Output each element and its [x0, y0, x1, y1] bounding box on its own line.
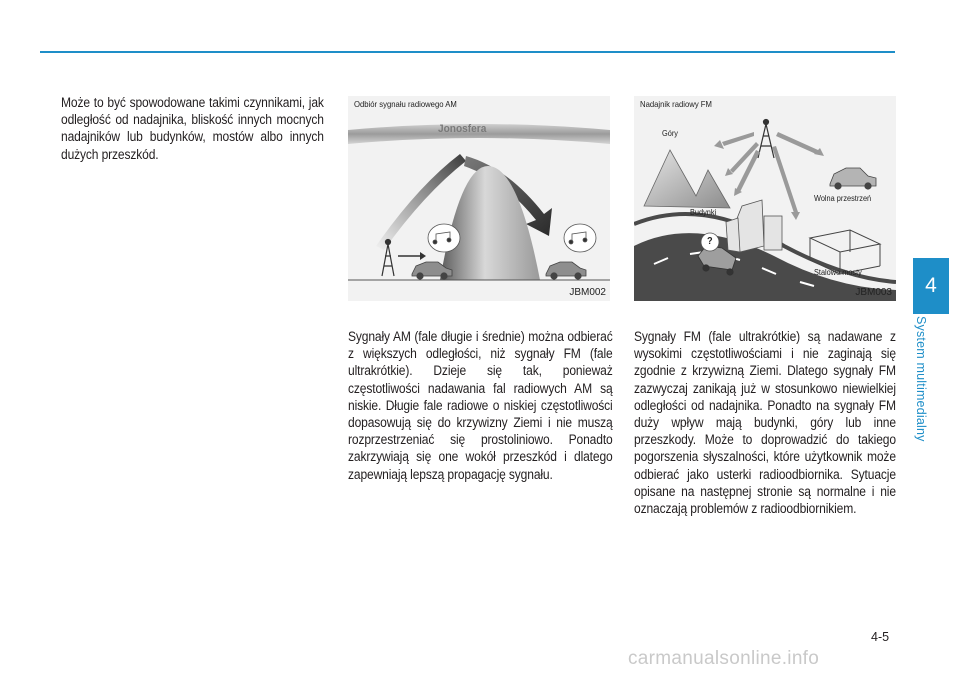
watermark: carmanualsonline.info: [628, 648, 820, 669]
music-bubble-left: [428, 224, 460, 252]
chapter-number-tab: 4: [913, 258, 949, 314]
fm-figure-caption: Nadajnik radiowy FM: [640, 99, 712, 109]
am-figure-code: JBM002: [569, 287, 606, 298]
left-column-text: [61, 94, 324, 163]
middle-column-text: [348, 328, 613, 483]
steel-bridges-label: Stalowe mosty: [814, 268, 862, 277]
left-paragraph: Może to być spowodowane takimi czynnikami, jak odległość od nadajnika, bliskość innych mocnych nadajników lub budynków, mostów albo innych dużych przeszkód.: [61, 95, 324, 162]
open-space-label: Wolna przestrzeń: [814, 194, 872, 203]
page-number: 4-5: [871, 630, 890, 644]
mountains-label: Góry: [662, 129, 678, 138]
right-column-text: [634, 328, 896, 517]
music-bubble-right: [564, 224, 596, 252]
fm-tower: [758, 120, 774, 159]
question-mark: ?: [707, 236, 713, 247]
signal-arrows: [714, 132, 824, 220]
car-open-space: [830, 168, 876, 189]
car-right: [546, 262, 586, 279]
am-paragraph: Sygnały AM (fale długie i średnie) można odbierać z większych odległości, niż sygnały FM (fale ultrakrótkie). Dzieje się tak, ponieważ częstotliwości nadawania fal radiowych AM są niskie. Długie fale radiowe o niskiej częstotliwości dopasowują się do krzywizny Ziemi i nie muszą rozprzestrzeniać się prostoliniowo. Ponadto zakrzywiają się one wokół przeszkód i dlatego zapewniają lepszą propagację sygnału.: [348, 329, 613, 482]
fm-paragraph: Sygnały FM (fale ultrakrótkie) są nadawane z wysokimi częstotliwościami i nie zaginają się zgodnie z krzywizną Ziemi. Dlatego sygnały FM zazwyczaj zanikają już w stosunkowo niewielkiej odległości od nadajnika. Ponadto na sygnały FM duży wpływ mają budynki, góry lub inne przeszkody. Może to doprowadzić do takiego pogorszenia słyszalności, które użytkownik może odbierać jako usterki radioodbiornika. Sytuacje opisane na następnej stronie są normalne i nie oznaczają problemów z radioodbiornikiem.: [634, 329, 896, 517]
header-rule: [40, 51, 895, 53]
buildings: [726, 200, 782, 252]
am-reception-figure: [348, 96, 610, 301]
buildings-label: Budynki: [690, 208, 717, 217]
fm-transmitter-figure: [634, 96, 896, 301]
fm-figure-code: JBM003: [855, 287, 892, 298]
mountains: [644, 150, 730, 208]
am-figure-caption: Odbiór sygnału radiowego AM: [354, 99, 457, 109]
hill: [440, 166, 540, 280]
chapter-title: System multimedialny: [914, 316, 928, 442]
ionosphere-label: Jonosfera: [438, 123, 487, 135]
